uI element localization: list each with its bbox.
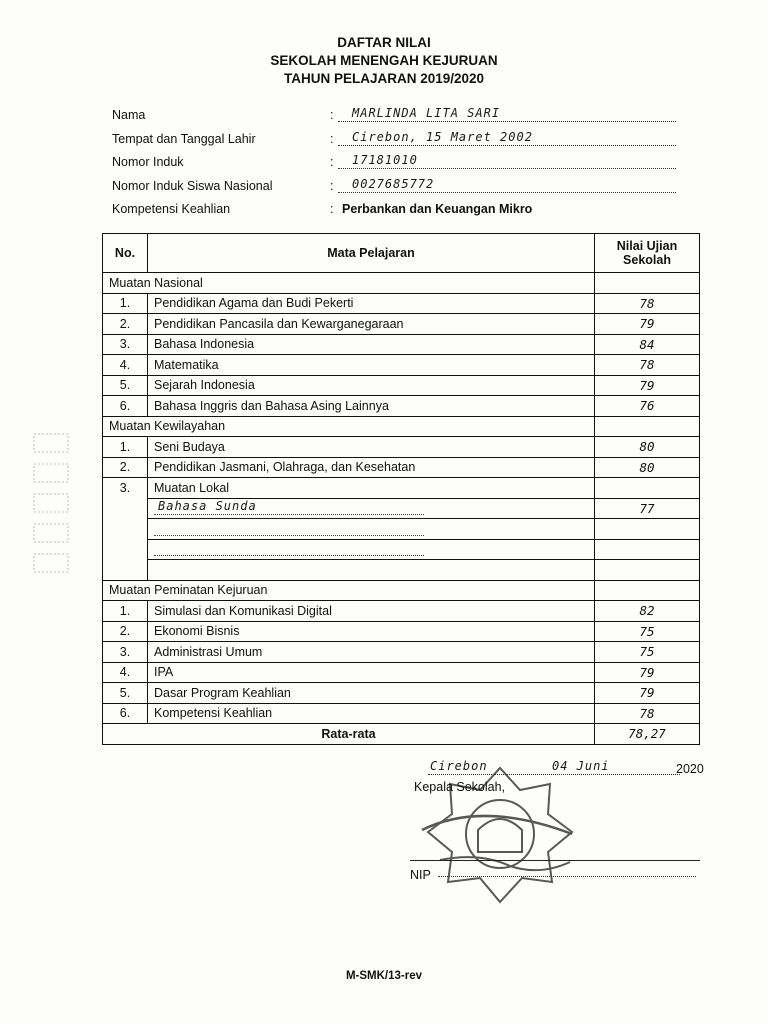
section-title: Muatan Peminatan Kejuruan	[103, 580, 595, 601]
row-no: 3.	[103, 642, 148, 663]
row-no: 4.	[103, 355, 148, 376]
info-row-nis	[112, 151, 672, 175]
form-code: M-SMK/13-rev	[345, 970, 423, 982]
row-no: 3.	[103, 478, 148, 581]
birth-fill-line	[338, 129, 676, 146]
table-row	[103, 662, 700, 683]
colon: :	[330, 131, 334, 146]
nis-fill-line	[338, 152, 676, 169]
empty-cell	[595, 273, 700, 294]
row-no: 1.	[103, 601, 148, 622]
empty-cell	[595, 580, 700, 601]
row-score	[595, 478, 700, 499]
info-row-birth	[112, 128, 672, 152]
row-subject: Administrasi Umum	[148, 642, 595, 663]
name-fill-line	[338, 105, 676, 122]
table-row	[103, 334, 700, 355]
table-header-row	[103, 234, 700, 273]
row-score: 79	[595, 314, 700, 335]
row-subject: IPA	[148, 662, 595, 683]
row-no: 1.	[103, 437, 148, 458]
colon: :	[330, 178, 334, 193]
header-score: Nilai Ujian Sekolah	[595, 234, 700, 273]
row-score: 80	[595, 437, 700, 458]
blank-subject-cell	[148, 519, 595, 540]
nip-fill-line	[438, 862, 696, 877]
table-row	[103, 703, 700, 724]
table-row	[103, 539, 700, 560]
row-subject: Bahasa Indonesia	[148, 334, 595, 355]
section-title: Muatan Kewilayahan	[103, 416, 595, 437]
row-subject: Pendidikan Agama dan Budi Pekerti	[148, 293, 595, 314]
section-row	[103, 273, 700, 294]
sign-date: 04 Juni	[552, 759, 610, 773]
row-score: 79	[595, 375, 700, 396]
row-subject: Ekonomi Bisnis	[148, 621, 595, 642]
colon: :	[330, 202, 334, 216]
row-score: 80	[595, 457, 700, 478]
row-score: 75	[595, 621, 700, 642]
row-score: 78	[595, 293, 700, 314]
blank-dotline	[154, 523, 424, 536]
document-title	[0, 34, 768, 88]
row-score: 79	[595, 683, 700, 704]
local-subject-cell	[148, 498, 595, 519]
average-value: 78,27	[595, 724, 700, 745]
empty-cell	[595, 416, 700, 437]
row-subject: Dasar Program Keahlian	[148, 683, 595, 704]
nis-value: 17181010	[352, 153, 418, 167]
row-subject: Pendidikan Jasmani, Olahraga, dan Kesehatan	[148, 457, 595, 478]
row-subject: Simulasi dan Komunikasi Digital	[148, 601, 595, 622]
table-row	[103, 293, 700, 314]
empty-cell	[595, 539, 700, 560]
table-row	[103, 478, 700, 499]
table-row	[103, 375, 700, 396]
section-title: Muatan Nasional	[103, 273, 595, 294]
row-no: 2.	[103, 457, 148, 478]
headmaster-label: Kepala Sekolah,	[414, 780, 506, 794]
sign-year: 2020	[676, 762, 704, 776]
signature-line	[410, 860, 700, 861]
info-row-name	[112, 104, 672, 128]
average-row	[103, 724, 700, 745]
row-no: 3.	[103, 334, 148, 355]
row-no: 2.	[103, 621, 148, 642]
kompetensi-value: Perbankan dan Keuangan Mikro	[342, 202, 533, 216]
table-row	[103, 457, 700, 478]
row-subject: Bahasa Inggris dan Bahasa Asing Lainnya	[148, 396, 595, 417]
average-label: Rata-rata	[103, 724, 595, 745]
blank-subject-cell	[148, 539, 595, 560]
row-no: 5.	[103, 375, 148, 396]
colon: :	[330, 108, 334, 122]
table-row	[103, 437, 700, 458]
table-row	[103, 519, 700, 540]
name-label: Nama	[112, 108, 146, 122]
table-row	[103, 621, 700, 642]
table-row	[103, 314, 700, 335]
row-score: 84	[595, 334, 700, 355]
row-score: 78	[595, 703, 700, 724]
row-no: 4.	[103, 662, 148, 683]
grades-table	[102, 233, 700, 745]
row-no: 5.	[103, 683, 148, 704]
colon: :	[330, 155, 334, 169]
row-no: 2.	[103, 314, 148, 335]
title-line-3: TAHUN PELAJARAN 2019/2020	[283, 71, 485, 86]
row-subject: Pendidikan Pancasila dan Kewarganegaraan	[148, 314, 595, 335]
local-score: 77	[595, 498, 700, 519]
place-date-line	[428, 758, 680, 775]
row-score: 76	[595, 396, 700, 417]
table-row	[103, 560, 700, 581]
info-row-kompetensi	[112, 198, 672, 222]
nip-label: NIP	[410, 868, 431, 882]
row-score: 82	[595, 601, 700, 622]
student-info	[112, 104, 672, 222]
row-score: 75	[595, 642, 700, 663]
nisn-value: 0027685772	[352, 176, 435, 191]
row-no: 6.	[103, 396, 148, 417]
local-subject-value: Bahasa Sunda	[158, 499, 257, 514]
header-subject: Mata Pelajaran	[148, 234, 595, 273]
table-row	[103, 601, 700, 622]
row-subject: Sejarah Indonesia	[148, 375, 595, 396]
row-score: 78	[595, 355, 700, 376]
table-row	[103, 355, 700, 376]
row-subject: Seni Budaya	[148, 437, 595, 458]
kompetensi-label: Kompetensi Keahlian	[112, 202, 231, 216]
table-row	[103, 498, 700, 519]
birth-label: Tempat dan Tanggal Lahir	[112, 131, 256, 146]
info-row-nisn	[112, 175, 672, 199]
birth-value: Cirebon, 15 Maret 2002	[352, 129, 533, 144]
row-subject: Matematika	[148, 355, 595, 376]
blank-dotline	[154, 543, 424, 556]
table-row	[103, 683, 700, 704]
row-no: 6.	[103, 703, 148, 724]
nisn-label: Nomor Induk Siswa Nasional	[112, 178, 273, 193]
row-subject: Kompetensi Keahlian	[148, 703, 595, 724]
sign-place: Cirebon	[430, 759, 488, 773]
header-no: No.	[103, 234, 148, 273]
section-row	[103, 580, 700, 601]
row-no: 1.	[103, 293, 148, 314]
title-line-2: SEKOLAH MENENGAH KEJURUAN	[270, 53, 498, 68]
blank-subject-cell	[148, 560, 595, 581]
row-subject: Muatan Lokal	[148, 478, 595, 499]
row-score: 79	[595, 662, 700, 683]
scan-artifact-icon	[30, 430, 80, 590]
table-row	[103, 642, 700, 663]
local-subject-line	[154, 499, 424, 515]
nis-label: Nomor Induk	[112, 155, 184, 169]
empty-cell	[595, 519, 700, 540]
section-row	[103, 416, 700, 437]
empty-cell	[595, 560, 700, 581]
title-line-1: DAFTAR NILAI	[337, 35, 431, 50]
name-value: MARLINDA LITA SARI	[352, 106, 501, 120]
nisn-fill-line	[338, 176, 676, 193]
table-row	[103, 396, 700, 417]
